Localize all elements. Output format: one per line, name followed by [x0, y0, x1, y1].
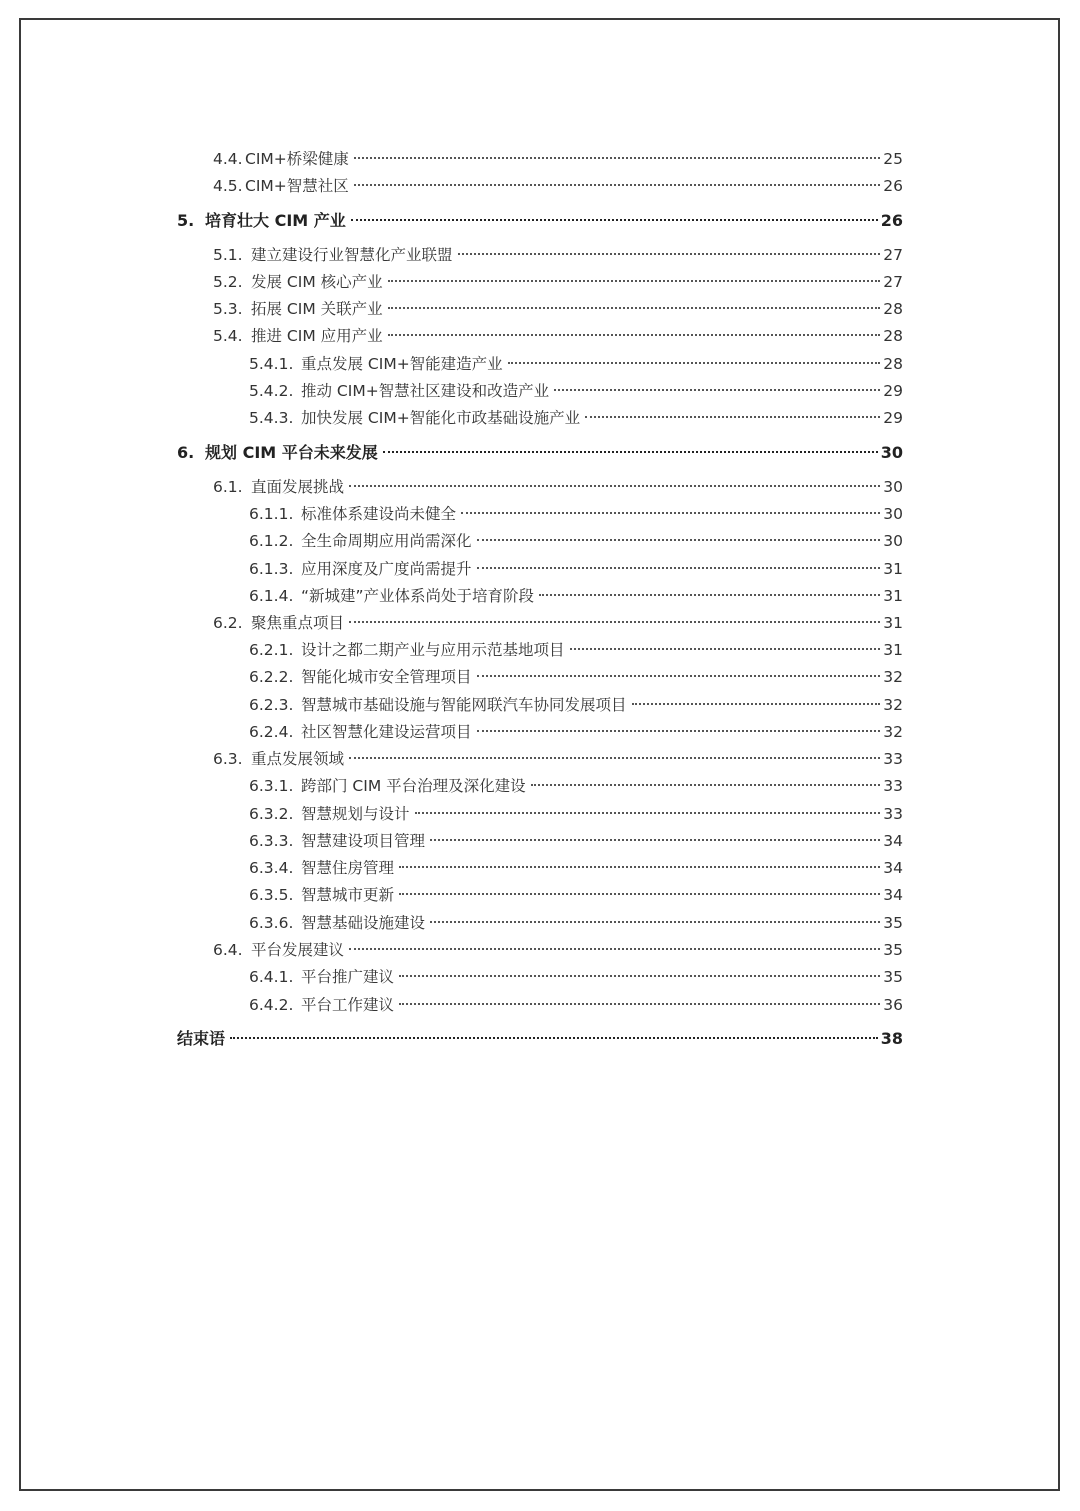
toc-leader-dots	[477, 539, 880, 541]
toc-title: CIM+智慧社区	[245, 177, 349, 195]
toc-number: 6.3.1.	[249, 777, 294, 795]
toc-leader-dots	[399, 1003, 880, 1005]
toc-leader-dots	[388, 334, 880, 336]
toc-entry-6-4-2[interactable]	[249, 993, 903, 1017]
toc-page-number: 30	[880, 443, 903, 462]
toc-title: 智慧基础设施建设	[301, 914, 426, 932]
toc-title: 加快发展 CIM+智能化市政基础设施产业	[301, 409, 581, 427]
toc-entry-6-1-4[interactable]	[249, 584, 903, 608]
toc-entry-5[interactable]	[177, 209, 903, 233]
toc-entry-6-3-6[interactable]	[249, 911, 903, 935]
toc-leader-dots	[399, 975, 880, 977]
toc-number: 6.2.2.	[249, 668, 294, 686]
toc-page-number: 34	[883, 859, 903, 877]
toc-leader-dots	[415, 812, 880, 814]
toc-number: 5.4.1.	[249, 355, 294, 373]
toc-page-number: 30	[883, 532, 903, 550]
toc-leader-dots	[354, 157, 880, 159]
toc-entry-5-4-2[interactable]	[249, 379, 903, 403]
toc-entry-5-1[interactable]	[213, 243, 903, 267]
toc-entry-6-1-2[interactable]	[249, 529, 903, 553]
toc-entry-6-2-1[interactable]	[249, 638, 903, 662]
toc-leader-dots	[477, 567, 880, 569]
toc-number: 6.2.4.	[249, 723, 294, 741]
toc-title: 应用深度及广度尚需提升	[301, 560, 472, 578]
toc-title: 推进 CIM 应用产业	[251, 327, 383, 345]
toc-entry-6-3[interactable]	[213, 747, 903, 771]
toc-page-number: 32	[883, 696, 903, 714]
toc-number: 6.3.	[213, 750, 243, 768]
toc-page-number: 26	[880, 211, 903, 230]
toc-leader-dots	[354, 184, 880, 186]
toc-title: 发展 CIM 核心产业	[251, 273, 383, 291]
toc-number: 5.1.	[213, 246, 243, 264]
toc-number: 6.2.1.	[249, 641, 294, 659]
toc-number: 4.4.	[213, 150, 243, 168]
toc-title: 培育壮大 CIM 产业	[205, 211, 346, 230]
toc-title: 全生命周期应用尚需深化	[301, 532, 472, 550]
toc-leader-dots	[388, 307, 880, 309]
toc-leader-dots	[230, 1037, 878, 1039]
toc-number: 6.3.3.	[249, 832, 294, 850]
toc-entry-6[interactable]	[177, 441, 903, 465]
toc-leader-dots	[399, 866, 880, 868]
toc-entry-6-1[interactable]	[213, 475, 903, 499]
toc-entry-4-5[interactable]	[213, 174, 903, 198]
toc-number: 6.1.1.	[249, 505, 294, 523]
toc-entry-6-2-3[interactable]	[249, 693, 903, 717]
toc-title: CIM+桥梁健康	[245, 150, 349, 168]
toc-page-number: 31	[883, 560, 903, 578]
toc-number: 6.1.	[213, 478, 243, 496]
toc-leader-dots	[399, 893, 880, 895]
toc-number: 5.	[177, 211, 195, 230]
toc-title: 智慧城市基础设施与智能网联汽车协同发展项目	[301, 696, 627, 714]
toc-leader-dots	[477, 675, 880, 677]
toc-number: 4.5.	[213, 177, 243, 195]
toc-leader-dots	[349, 757, 880, 759]
toc-entry-6-2-4[interactable]	[249, 720, 903, 744]
toc-entry-6-1-3[interactable]	[249, 557, 903, 581]
toc-page-number: 31	[883, 614, 903, 632]
toc-leader-dots	[430, 839, 880, 841]
toc-entry-6-3-4[interactable]	[249, 856, 903, 880]
toc-page-number: 28	[883, 355, 903, 373]
toc-leader-dots	[388, 280, 880, 282]
toc-entry-5-3[interactable]	[213, 297, 903, 321]
toc-entry-5-4-1[interactable]	[249, 352, 903, 376]
toc-leader-dots	[477, 730, 880, 732]
toc-title: 规划 CIM 平台未来发展	[205, 443, 378, 462]
toc-leader-dots	[349, 948, 880, 950]
toc-entry-6-4-1[interactable]	[249, 965, 903, 989]
toc-entry-6-4[interactable]	[213, 938, 903, 962]
toc-page-number: 25	[883, 150, 903, 168]
toc-page-number: 31	[883, 587, 903, 605]
toc-title: 智慧城市更新	[301, 886, 395, 904]
toc-title: 社区智慧化建设运营项目	[301, 723, 472, 741]
toc-number: 6.4.	[213, 941, 243, 959]
toc-leader-dots	[349, 485, 880, 487]
toc-page-number: 33	[883, 750, 903, 768]
toc-number: 6.1.2.	[249, 532, 294, 550]
toc-leader-dots	[570, 648, 880, 650]
toc-number: 6.4.1.	[249, 968, 294, 986]
toc-page-number: 27	[883, 246, 903, 264]
toc-entry-6-3-2[interactable]	[249, 802, 903, 826]
toc-title: 智能化城市安全管理项目	[301, 668, 472, 686]
toc-leader-dots	[632, 703, 880, 705]
toc-page-number: 32	[883, 668, 903, 686]
toc-number: 6.3.4.	[249, 859, 294, 877]
toc-page-number: 30	[883, 478, 903, 496]
toc-title: 跨部门 CIM 平台治理及深化建设	[301, 777, 526, 795]
toc-page-number: 33	[883, 777, 903, 795]
toc-page-number: 29	[883, 409, 903, 427]
toc-entry-conclusion[interactable]	[177, 1027, 903, 1051]
toc-page-number: 31	[883, 641, 903, 659]
toc-page-number: 35	[883, 968, 903, 986]
toc-number: 5.3.	[213, 300, 243, 318]
toc-page-number: 34	[883, 832, 903, 850]
toc-leader-dots	[531, 784, 880, 786]
toc-entry-6-2-2[interactable]	[249, 665, 903, 689]
toc-page-number: 29	[883, 382, 903, 400]
toc-title: 平台发展建议	[251, 941, 345, 959]
toc-title: 建立建设行业智慧化产业联盟	[251, 246, 453, 264]
toc-leader-dots	[351, 219, 878, 221]
toc-page-number: 35	[883, 941, 903, 959]
toc-leader-dots	[508, 362, 880, 364]
toc-number: 6.2.3.	[249, 696, 294, 714]
toc-entry-4-4[interactable]	[213, 147, 903, 171]
toc-page-number: 38	[880, 1029, 903, 1048]
toc-title: 设计之都二期产业与应用示范基地项目	[301, 641, 565, 659]
toc-title: 标准体系建设尚未健全	[301, 505, 457, 523]
toc-title: 推动 CIM+智慧社区建设和改造产业	[301, 382, 550, 400]
toc-title: 重点发展领域	[251, 750, 345, 768]
toc-page-number: 35	[883, 914, 903, 932]
toc-leader-dots	[461, 512, 880, 514]
toc-number: 6.3.2.	[249, 805, 294, 823]
toc-title: 智慧住房管理	[301, 859, 395, 877]
toc-page-number: 30	[883, 505, 903, 523]
toc-entry-6-3-5[interactable]	[249, 883, 903, 907]
toc-page-number: 28	[883, 300, 903, 318]
toc-title: 重点发展 CIM+智能建造产业	[301, 355, 503, 373]
toc-title: 聚焦重点项目	[251, 614, 345, 632]
toc-leader-dots	[539, 594, 880, 596]
toc-title: 平台推广建议	[301, 968, 395, 986]
toc-number: 6.4.2.	[249, 996, 294, 1014]
toc-leader-dots	[430, 921, 880, 923]
toc-number: 6.	[177, 443, 195, 462]
toc-page-number: 27	[883, 273, 903, 291]
toc-page-number: 26	[883, 177, 903, 195]
toc-title: 直面发展挑战	[251, 478, 345, 496]
toc-number: 6.1.3.	[249, 560, 294, 578]
toc-page-number: 32	[883, 723, 903, 741]
toc-page-number: 28	[883, 327, 903, 345]
toc-number: 5.4.	[213, 327, 243, 345]
toc-number: 6.3.5.	[249, 886, 294, 904]
toc-title: 智慧建设项目管理	[301, 832, 426, 850]
toc-entry-6-1-1[interactable]	[249, 502, 903, 526]
toc-entry-6-2[interactable]	[213, 611, 903, 635]
toc-page-number: 33	[883, 805, 903, 823]
toc-number: 5.2.	[213, 273, 243, 291]
toc-title: 智慧规划与设计	[301, 805, 410, 823]
toc-title: 平台工作建议	[301, 996, 395, 1014]
toc-entry-5-4[interactable]	[213, 324, 903, 348]
toc-leader-dots	[349, 621, 880, 623]
toc-title: “新城建”产业体系尚处于培育阶段	[301, 587, 535, 605]
toc-title: 拓展 CIM 关联产业	[251, 300, 383, 318]
toc-entry-6-3-3[interactable]	[249, 829, 903, 853]
toc-leader-dots	[585, 416, 880, 418]
toc-page-number: 36	[883, 996, 903, 1014]
toc-number: 6.3.6.	[249, 914, 294, 932]
toc-entry-5-4-3[interactable]	[249, 406, 903, 430]
toc-page-number: 34	[883, 886, 903, 904]
toc-number: 5.4.2.	[249, 382, 294, 400]
toc-number: 6.1.4.	[249, 587, 294, 605]
toc-entry-6-3-1[interactable]	[249, 774, 903, 798]
toc-title: 结束语	[177, 1029, 226, 1048]
toc-leader-dots	[554, 389, 880, 391]
toc-number: 6.2.	[213, 614, 243, 632]
toc-leader-dots	[458, 253, 880, 255]
toc-entry-5-2[interactable]	[213, 270, 903, 294]
toc-leader-dots	[383, 451, 878, 453]
toc-number: 5.4.3.	[249, 409, 294, 427]
